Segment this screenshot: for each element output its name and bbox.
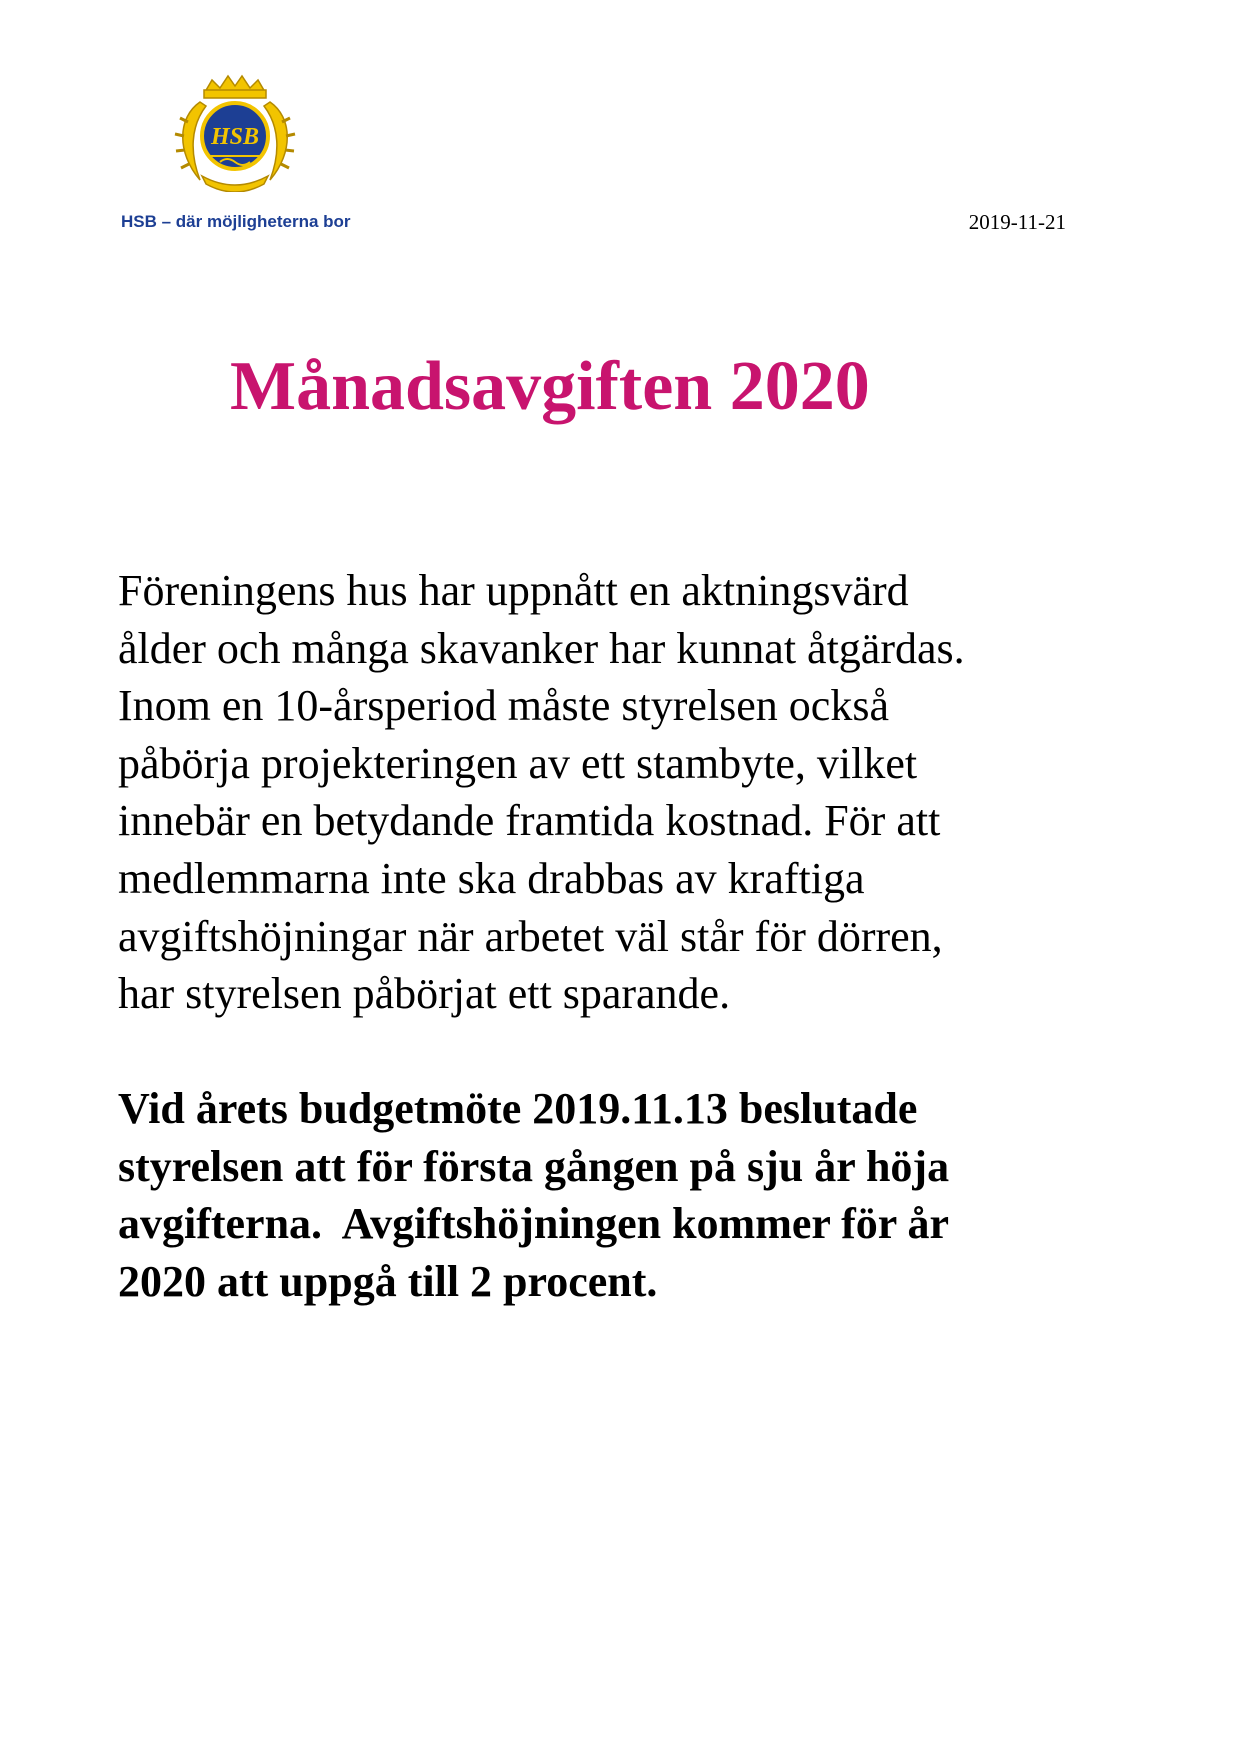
- body-line: avgiftshöjningar när arbetet väl står för dörren,: [118, 911, 943, 961]
- body-line: innebär en betydande framtida kostnad. För att: [118, 796, 941, 846]
- body-line: påbörja projekteringen av ett stambyte, vilket: [118, 738, 918, 788]
- decision-line: avgifterna. Avgiftshöjningen kommer för år: [118, 1199, 950, 1249]
- logo-tagline: HSB – där möjligheterna bor: [121, 212, 351, 231]
- body-line: ålder och många skavanker har kunnat åtgärdas.: [118, 623, 965, 673]
- body-line: har styrelsen påbörjat ett sparande.: [118, 969, 731, 1019]
- decision-paragraph: [118, 1080, 1178, 1310]
- body-line: Föreningens hus har uppnått en aktningsvärd: [118, 566, 909, 615]
- hsb-crown-wreath-icon: [170, 72, 300, 192]
- body-line: medlemmarna inte ska drabbas av kraftiga: [118, 853, 865, 903]
- decision-line: 2020 att uppgå till 2 procent.: [118, 1256, 658, 1306]
- body-line: Inom en 10-årsperiod måste styrelsen också: [118, 681, 889, 731]
- hsb-logo-emblem: [170, 72, 300, 192]
- decision-line: Vid årets budgetmöte 2019.11.13 beslutade: [118, 1084, 918, 1133]
- decision-line: styrelsen att för första gången på sju år höja: [118, 1141, 950, 1191]
- hsb-monogram: HSB: [210, 124, 260, 150]
- document-date: 2019-11-21: [968, 210, 1066, 234]
- page-title: Månadsavgiften 2020: [230, 348, 870, 425]
- body-paragraph: [118, 562, 1178, 1023]
